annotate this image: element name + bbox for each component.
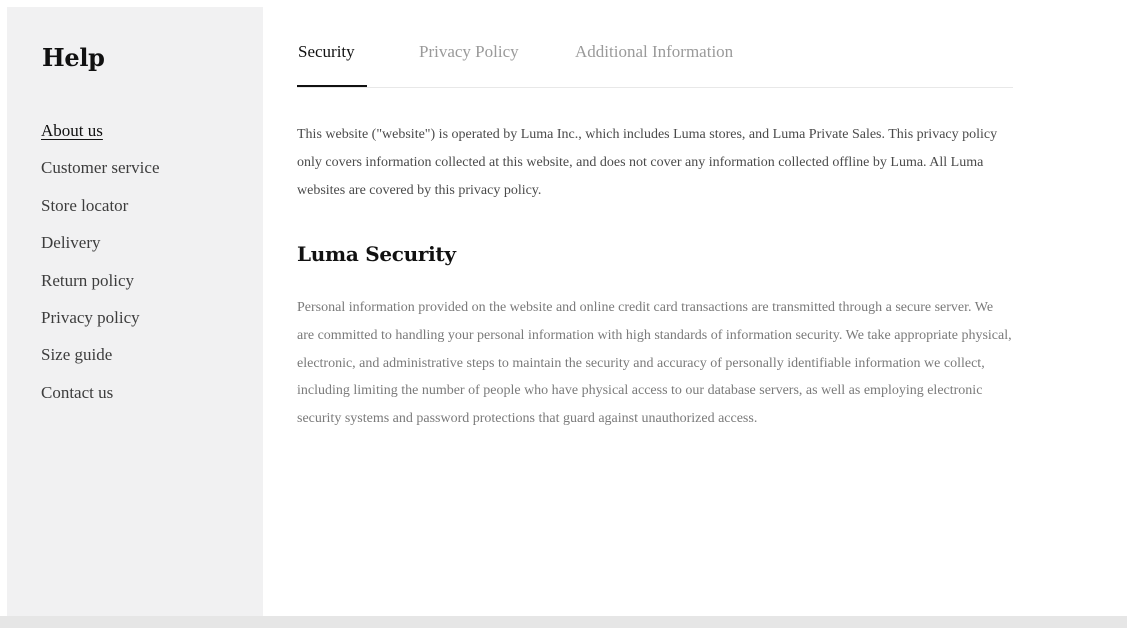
help-sidebar xyxy=(7,7,263,616)
sidebar-item-delivery[interactable] xyxy=(41,233,160,270)
sidebar-item-label: Return policy xyxy=(41,270,135,290)
tab-additional-information[interactable]: Additional Information xyxy=(575,42,734,61)
bottom-divider xyxy=(0,616,1127,628)
sidebar-item-label: Privacy policy xyxy=(41,307,140,327)
section-heading: Luma Security xyxy=(297,242,456,266)
sidebar-item-return-policy[interactable] xyxy=(41,271,160,308)
sidebar-item-store-locator[interactable] xyxy=(41,196,160,233)
sidebar-item-label: Customer service xyxy=(41,158,160,178)
tab-bar xyxy=(297,40,1013,88)
sidebar-item-label: Store locator xyxy=(41,195,129,215)
sidebar-item-customer-service[interactable] xyxy=(41,158,160,195)
sidebar-item-privacy-policy[interactable] xyxy=(41,308,160,345)
sidebar-item-label: Size guide xyxy=(41,345,113,365)
sidebar-nav xyxy=(41,121,160,420)
sidebar-item-size-guide[interactable] xyxy=(41,345,160,382)
sidebar-title: Help xyxy=(42,43,105,72)
sidebar-item-label: About us xyxy=(41,121,103,140)
intro-paragraph: This website ("website") is operated by Luma Inc., which includes Luma stores, and Luma Private Sales. This privacy policy only covers information collected at this website, and does not cover any information collected offline by Luma. All Luma websites are covered by this privacy policy. xyxy=(297,127,998,198)
tab-security[interactable]: Security xyxy=(298,42,355,61)
sidebar-item-about-us[interactable] xyxy=(41,121,160,158)
active-tab-indicator xyxy=(297,85,367,87)
sidebar-item-label: Contact us xyxy=(41,382,114,402)
sidebar-item-label: Delivery xyxy=(41,233,101,253)
tab-privacy-policy[interactable]: Privacy Policy xyxy=(419,42,519,61)
security-paragraph: Personal information provided on the website and online credit card transactions are transmitted through a secure server. We are committed to handling your personal information with high standards of information security. We take appropriate physical, electronic, and administrative steps to maintain the security and accuracy of personally identifiable information we collect, including limiting the number of people who have physical access to our database servers, as well as employing electronic security systems and password protections that guard against unauthorized access. xyxy=(297,300,1012,427)
sidebar-item-contact-us[interactable] xyxy=(41,383,160,420)
